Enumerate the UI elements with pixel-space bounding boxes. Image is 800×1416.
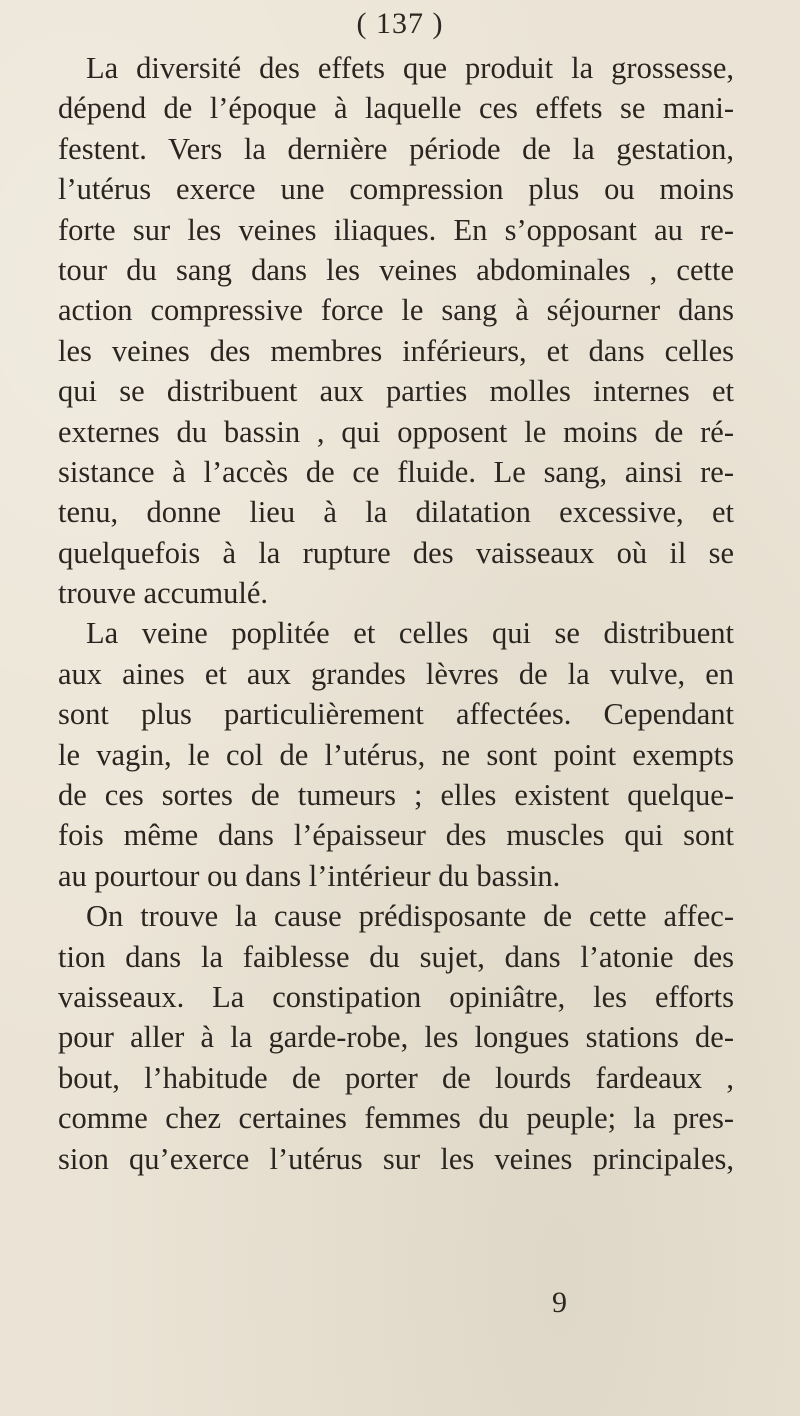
text-line: sistance à l’accès de ce fluide. Le sang, ainsi re-: [58, 454, 734, 489]
text-line: aux aines et aux grandes lèvres de la vulve, en: [58, 656, 734, 691]
text-line: sion qu’exerce l’utérus sur les veines principales,: [58, 1141, 734, 1176]
text-line: tour du sang dans les veines abdominales , cette: [58, 252, 734, 287]
page-number-header: ( 137 ): [356, 7, 444, 40]
text-line: qui se distribuent aux parties molles internes et: [58, 374, 734, 409]
text-line: On trouve la cause prédisposante de cette affec-: [86, 899, 734, 934]
text-line: pour aller à la garde-robe, les longues stations de-: [58, 1020, 734, 1055]
text-line: de ces sortes de tumeurs ; elles existent quelque-: [58, 778, 734, 813]
text-line: le vagin, le col de l’utérus, ne sont point exempts: [58, 737, 734, 772]
text-line: La diversité des effets que produit la grossesse,: [86, 51, 734, 85]
text-line: externes du bassin , qui opposent le moins de ré-: [58, 414, 734, 449]
text-line: comme chez certaines femmes du peuple; la pres-: [58, 1101, 734, 1136]
text-line: quelquefois à la rupture des vaisseaux où il se: [58, 535, 734, 570]
text-line: dépend de l’époque à laquelle ces effets se mani-: [58, 91, 734, 126]
text-line: sont plus particulièrement affectées. Cependant: [58, 697, 734, 732]
text-line: trouve accumulé.: [58, 576, 269, 611]
signature-mark: 9: [552, 1286, 567, 1319]
text-line: fois même dans l’épaisseur des muscles qui sont: [58, 818, 734, 853]
text-line: bout, l’habitude de porter de lourds fardeaux ,: [58, 1060, 734, 1095]
text-line: forte sur les veines iliaques. En s’opposant au re-: [58, 212, 734, 247]
text-line: La veine poplitée et celles qui se distribuent: [86, 616, 734, 651]
text-line: action compressive force le sang à séjourner dans: [58, 293, 734, 328]
body-text: [58, 48, 734, 1179]
text-line: l’utérus exerce une compression plus ou moins: [58, 172, 734, 207]
text-line: au pourtour ou dans l’intérieur du bassin.: [58, 858, 561, 893]
text-line: tenu, donne lieu à la dilatation excessive, et: [58, 495, 734, 530]
text-line: tion dans la faiblesse du sujet, dans l’atonie des: [58, 939, 734, 974]
text-line: les veines des membres inférieurs, et dans celles: [58, 333, 734, 368]
text-line: festent. Vers la dernière période de la gestation,: [58, 131, 734, 166]
text-line: vaisseaux. La constipation opiniâtre, les efforts: [58, 979, 734, 1014]
